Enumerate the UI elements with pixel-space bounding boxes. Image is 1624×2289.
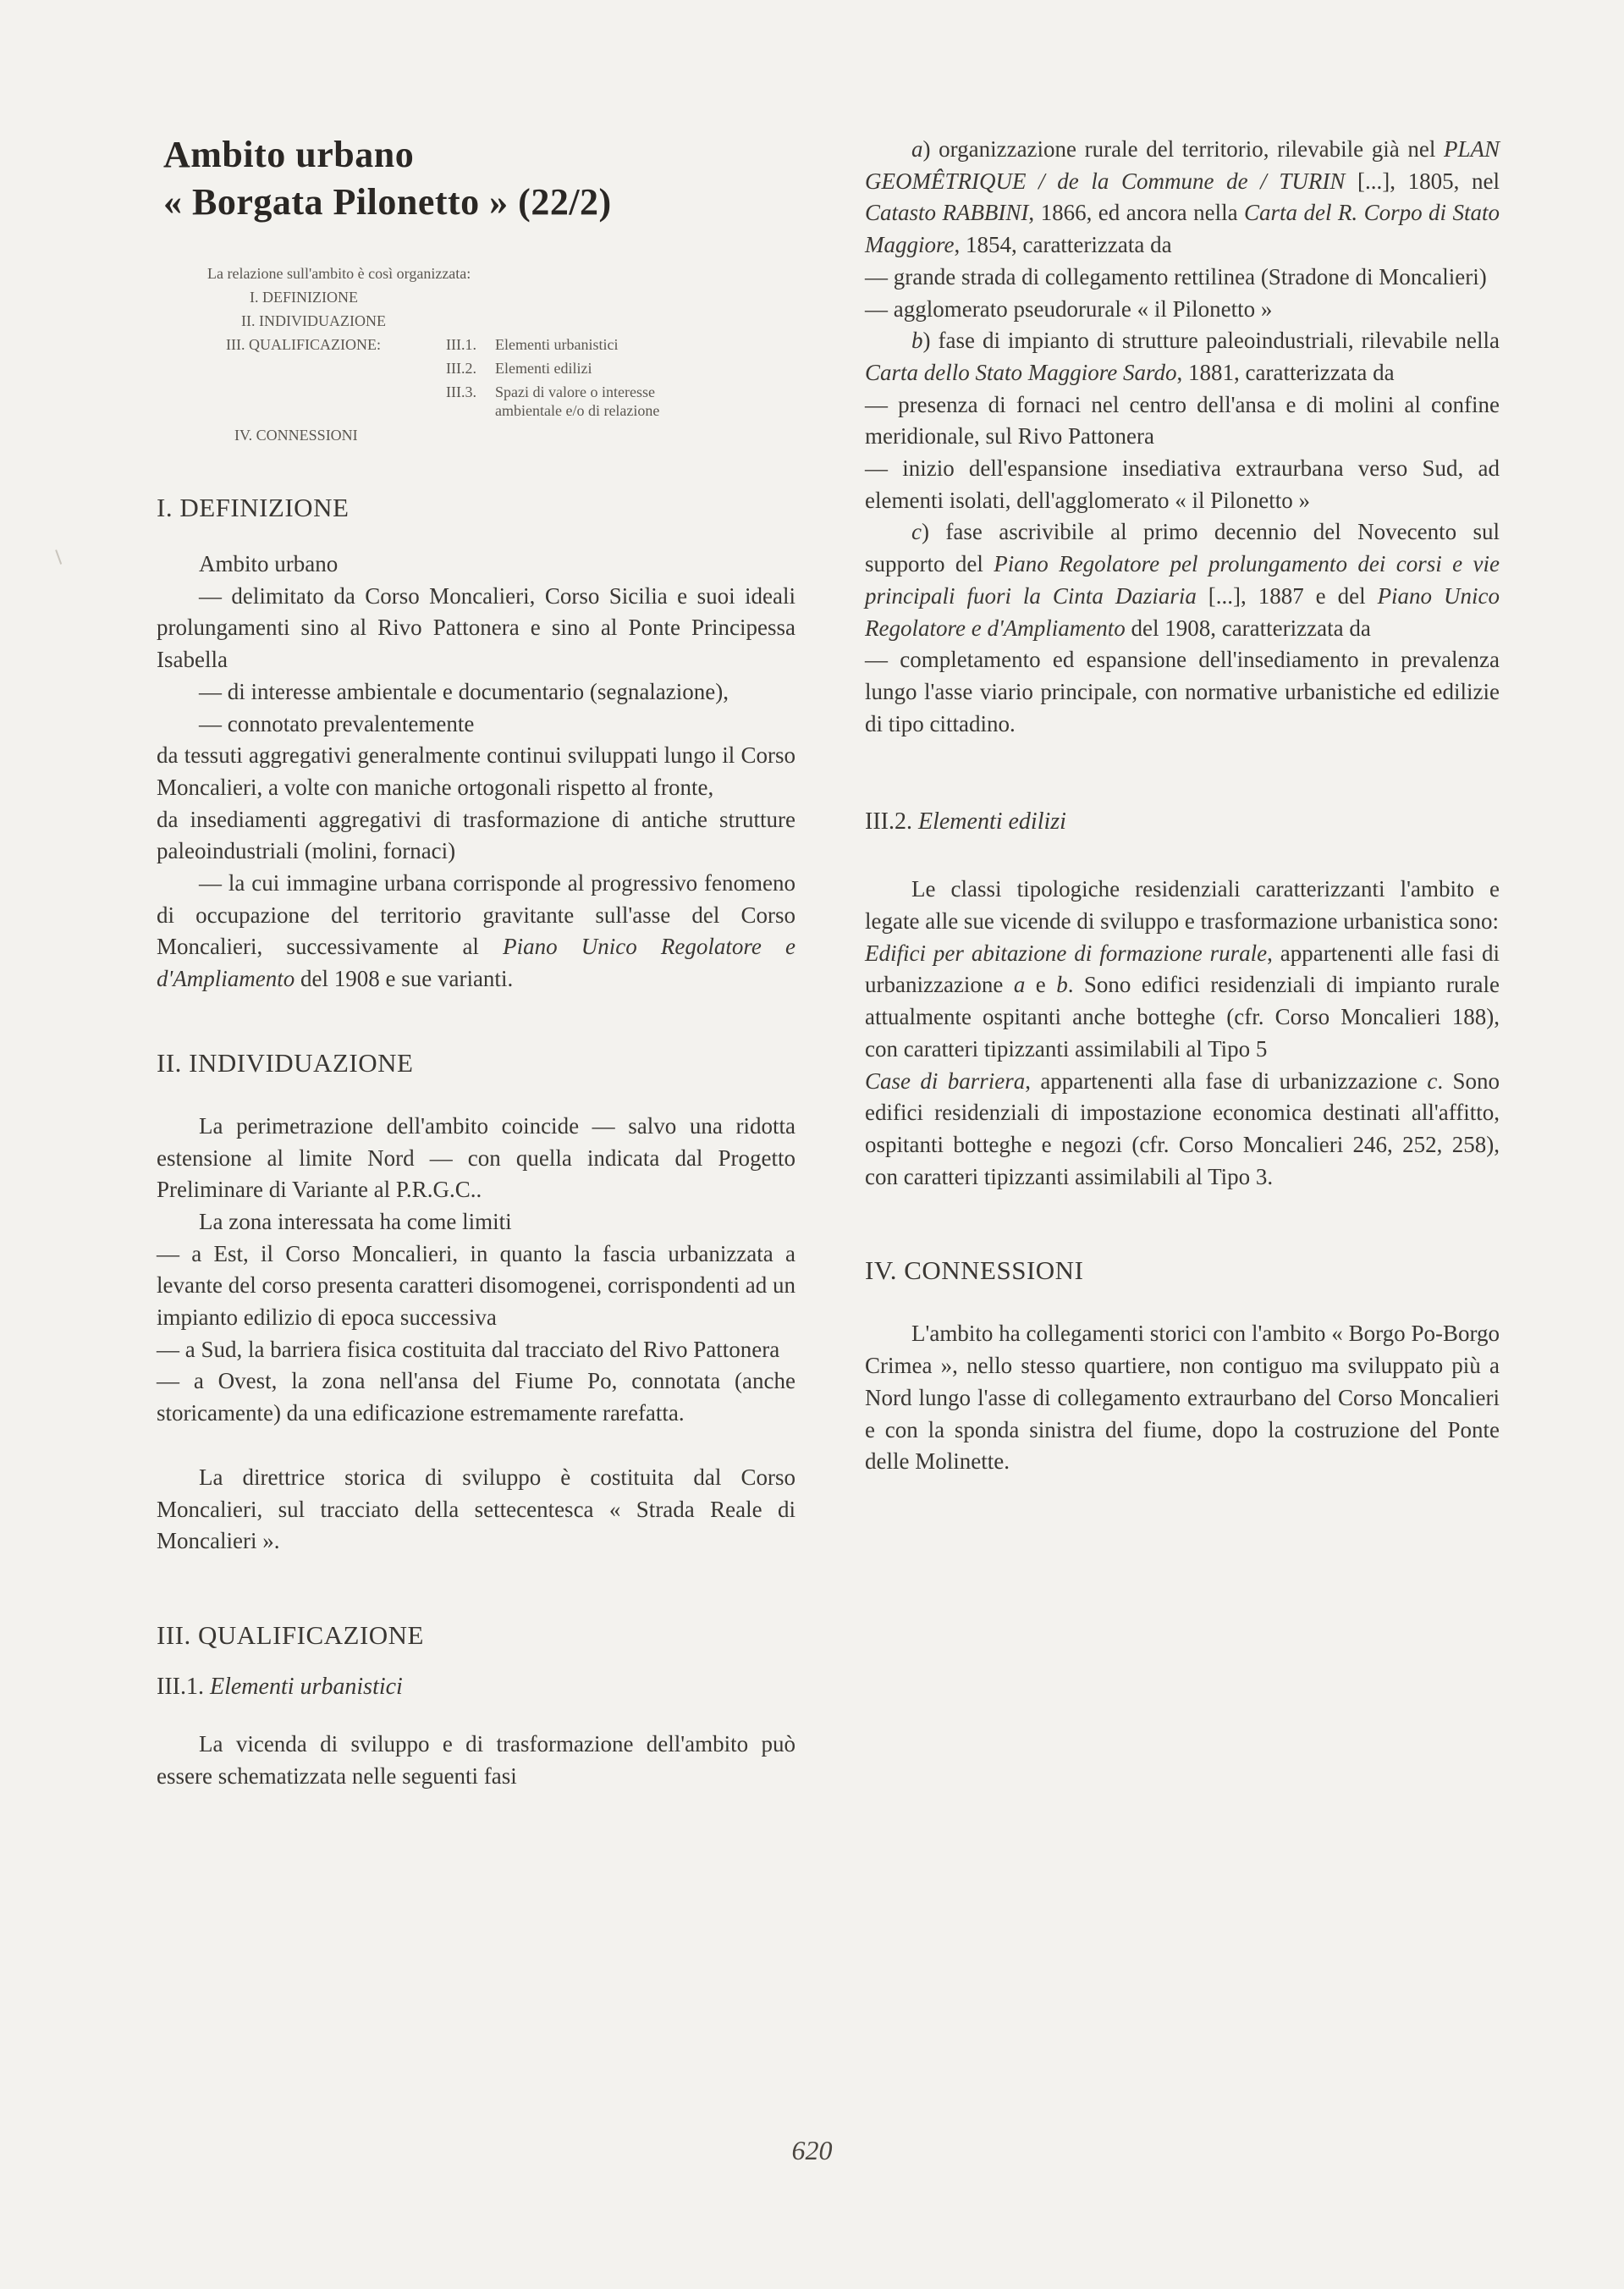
paragraph: c) fase ascrivibile al primo decennio del Novecento sul supporto del Piano Regolatore pel prolungamento dei corsi e vie principali fuori la Cinta Daziaria [...], 1887 e del Piano Unico Regolatore e d'Ampliamento del 1908, caratterizzata da	[865, 519, 1500, 641]
paragraph: — a Sud, la barriera fisica costituita dal tracciato del Rivo Pattonera	[157, 1336, 780, 1362]
toc-item-ii: II. INDIVIDUAZIONE	[241, 312, 386, 329]
paragraph: da insediamenti aggregativi di trasformazione di antiche strutture paleoindustriali (molini, fornaci)	[157, 806, 795, 864]
toc-iii2-num: III.2.	[446, 360, 476, 377]
paragraph: — delimitato da Corso Moncalieri, Corso Sicilia e suoi ideali prolungamenti sino al Rivo Pattonera e sino al Ponte Principessa Isabella	[157, 582, 795, 673]
paragraph: — presenza di fornaci nel centro dell'ansa e di molini al confine meridionale, sul Rivo Pattonera	[865, 391, 1500, 450]
toc-iii2-label: Elementi edilizi	[495, 360, 592, 377]
paragraph: — la cui immagine urbana corrisponde al progressivo fenomeno di occupazione del territorio gravitante sull'asse del Corso Moncalieri, successivamente al Piano Unico Regolatore e d'Ampliamento del 1908 e sue varianti.	[157, 870, 795, 992]
paragraph: La direttrice storica di sviluppo è costituita dal Corso Moncalieri, sul tracciato della settecentesca « Strada Reale di Moncalieri ».	[157, 1464, 795, 1554]
paragraph: — connotato prevalentemente	[199, 710, 475, 736]
paragraph: — a Est, il Corso Moncalieri, in quanto la fascia urbanizzata a levante del corso presenta caratteri disomogenei, corrispondenti ad un impianto edilizio di epoca successiva	[157, 1240, 795, 1331]
right-column	[865, 134, 1500, 1478]
subheading-iii1: III.1. Elementi urbanistici	[157, 1673, 403, 1700]
paragraph: Ambito urbano	[199, 551, 339, 576]
paragraph: b) fase di impianto di strutture paleoindustriali, rilevabile nella Carta dello Stato Maggiore Sardo, 1881, caratterizzata da	[865, 328, 1500, 385]
italic-title: Piano Unico Regolatore e d'Ampliamento	[157, 934, 795, 992]
heading-qualificazione: III. QUALIFICAZIONE	[157, 1619, 424, 1650]
toc-iii3-label: Spazi di valore o interesse ambientale e/o di relazione	[495, 383, 660, 419]
subheading-iii2: III.2. Elementi edilizi	[865, 808, 1066, 836]
paragraph: — a Ovest, la zona nell'ansa del Fiume Po, connotata (anche storicamente) da una edificazione estremamente rarefatta.	[157, 1368, 795, 1426]
toc-subitems	[446, 333, 724, 420]
paragraph: — agglomerato pseudorurale « il Pilonetto »	[865, 295, 1273, 322]
left-column	[157, 131, 795, 1792]
toc-item-iii	[207, 333, 795, 420]
toc-iii1-label: Elementi urbanistici	[495, 336, 619, 353]
paragraph: — inizio dell'espansione insediativa extraurbana verso Sud, ad elementi isolati, dell'agglomerato « il Pilonetto »	[865, 455, 1500, 513]
paragraph: La zona interessata ha come limiti	[199, 1208, 512, 1234]
toc-item-i: I. DEFINIZIONE	[250, 289, 358, 306]
heading-connessioni: IV. CONNESSIONI	[865, 1255, 1084, 1286]
paragraph: L'ambito ha collegamenti storici con l'ambito « Borgo Po-Borgo Crimea », nello stesso quartiere, non contiguo ma sviluppato più a Nord lungo l'asse di collegamento extraurbano del Corso Moncalieri e con la sponda sinistra del fiume, dopo la costruzione del Ponte delle Molinette.	[865, 1321, 1500, 1475]
paragraph: — di interesse ambientale e documentario (segnalazione),	[199, 678, 729, 704]
document-title	[163, 131, 795, 226]
paragraph: Le classi tipologiche residenziali caratterizzanti l'ambito e legate alle sue vicende di sviluppo e trasformazione urbanistica sono:	[865, 876, 1500, 935]
table-of-contents	[207, 262, 795, 447]
paragraph: La perimetrazione dell'ambito coincide — salvo una ridotta estensione al limite Nord — con quella indicata dal Progetto Preliminare di Variante al P.R.G.C..	[157, 1112, 795, 1203]
paragraph: a) organizzazione rurale del territorio, rilevabile già nel PLAN GEOMÊTRIQUE / de la Commune de / TURIN [...], 1805, nel Catasto RABBINI, 1866, ed ancora nella Carta del R. Corpo di Stato Maggiore, 1854, caratterizzata da	[865, 136, 1500, 258]
paragraph: Edifici per abitazione di formazione rurale, appartenenti alle fasi di urbanizzazione a e b. Sono edifici residenziali di impianto rurale attualmente ospitanti anche botteghe (cfr. Corso Moncalieri 188), con caratteri tipizzanti assimilabili al Tipo 5	[865, 940, 1500, 1062]
heading-individuazione: II. INDIVIDUAZIONE	[157, 1047, 414, 1078]
toc-item-iv: IV. CONNESSIONI	[234, 427, 358, 444]
paragraph: Case di barriera, appartenenti alla fase di urbanizzazione c. Sono edifici residenziali di impostazione economica destinati all'affitto, ospitanti botteghe e negozi (cfr. Corso Moncalieri 246, 252, 258), con caratteri tipizzanti assimilabili al Tipo 3.	[865, 1067, 1500, 1189]
heading-definizione: I. DEFINIZIONE	[157, 493, 350, 522]
toc-item-iii-label: III. QUALIFICAZIONE:	[226, 336, 381, 353]
toc-intro: La relazione sull'ambito è così organizzata:	[207, 265, 471, 282]
toc-iii3-num: III.3.	[446, 383, 476, 400]
paragraph: — grande strada di collegamento rettilinea (Stradone di Moncalieri)	[865, 263, 1487, 290]
paragraph: da tessuti aggregativi generalmente continui sviluppati lungo il Corso Moncalieri, a volte con maniche ortogonali rispetto al fronte,	[157, 742, 795, 800]
paragraph: La vicenda di sviluppo e di trasformazione dell'ambito può essere schematizzata nelle seguenti fasi	[157, 1730, 795, 1789]
title-line-1: Ambito urbano	[163, 134, 415, 175]
toc-iii1-num: III.1.	[446, 336, 476, 353]
title-line-2: « Borgata Pilonetto » (22/2)	[163, 181, 612, 223]
paragraph: — completamento ed espansione dell'insediamento in prevalenza lungo l'asse viario principale, con normative urbanistiche ed edilizie di tipo cittadino.	[865, 647, 1500, 736]
page-number: 620	[791, 2135, 833, 2165]
margin-mark	[55, 548, 67, 565]
